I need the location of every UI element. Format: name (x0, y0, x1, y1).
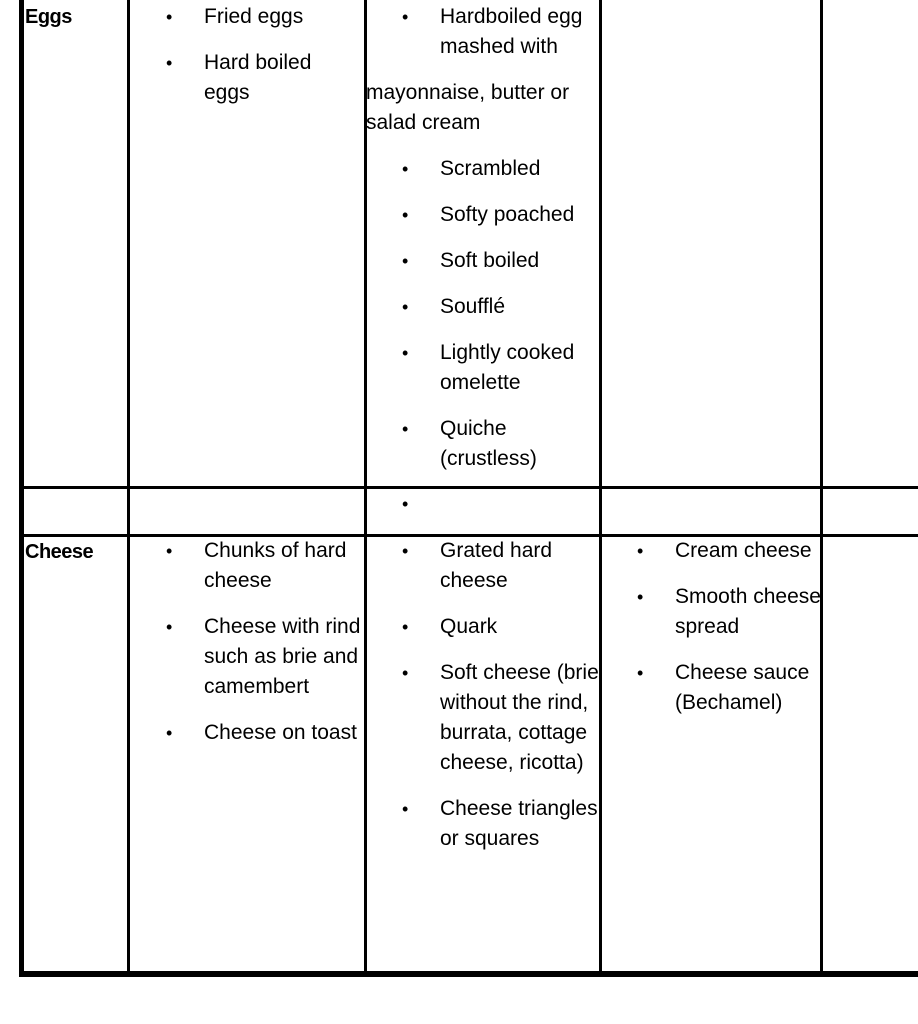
row-label-cheese (25, 537, 93, 567)
list-item: • Hard boiled eggs (130, 48, 344, 108)
bullet-icon: • (402, 343, 409, 363)
list-item: • Chunks of hard cheese (130, 536, 364, 596)
bullet-icon: • (402, 205, 409, 225)
row-label-eggs (25, 2, 72, 32)
cheese-col1 (130, 536, 364, 764)
bullet-icon: • (637, 587, 644, 607)
list-item: • Cheese sauce (Bechamel) (601, 658, 823, 718)
bullet-icon: • (402, 494, 409, 514)
bullet-icon: • (402, 159, 409, 179)
bullet-icon: • (402, 799, 409, 819)
cheese-col2 (366, 536, 600, 870)
bullet-icon: • (637, 541, 644, 561)
eggs-col2-continuation: mayonnaise, butter or salad cream (366, 81, 570, 134)
list-item: • Soufflé (366, 292, 600, 322)
list-item: • Smooth cheese spread (601, 582, 825, 642)
blank-row-col2 (366, 489, 600, 519)
table-border-bottom (19, 971, 918, 977)
list-item: • Scrambled (366, 154, 600, 184)
list-item: • Cheese on toast (130, 718, 364, 748)
cheese-col3 (601, 536, 823, 734)
bullet-icon: • (402, 617, 409, 637)
list-item: • Soft cheese (brie without the rind, burrata, cottage cheese, ricotta) (366, 658, 600, 778)
bullet-icon: • (402, 297, 409, 317)
bullet-icon: • (166, 7, 173, 27)
bullet-icon: • (402, 251, 409, 271)
row-label-eggs-text: Eggs (25, 6, 72, 28)
list-item: • Softy poached (366, 200, 600, 230)
list-item: • Quark (366, 612, 600, 642)
bullet-icon: • (166, 53, 173, 73)
bullet-icon: • (402, 541, 409, 561)
list-item: • Lightly cooked omelette (366, 338, 600, 398)
eggs-col1 (130, 2, 362, 124)
list-item: • Grated hard cheese (366, 536, 590, 596)
bullet-icon: • (166, 723, 173, 743)
list-item (366, 489, 600, 519)
row-label-cheese-text: Cheese (25, 541, 94, 563)
bullet-icon: • (637, 663, 644, 683)
list-item: • Cheese triangles or squares (366, 794, 605, 854)
bullet-icon: • (402, 663, 409, 683)
bullet-icon: • (166, 617, 173, 637)
list-item: • Cream cheese (601, 536, 823, 566)
list-item: • Fried eggs (130, 2, 362, 32)
bullet-icon: • (402, 419, 409, 439)
list-item: • Quiche (crustless) (366, 414, 600, 474)
list-item: • Cheese with rind such as brie and camembert (130, 612, 364, 702)
list-item: • Hardboiled egg mashed with (366, 2, 600, 62)
eggs-col2 (366, 2, 600, 490)
bullet-icon: • (166, 541, 173, 561)
list-item: • Soft boiled (366, 246, 600, 276)
bullet-icon: • (402, 7, 409, 27)
